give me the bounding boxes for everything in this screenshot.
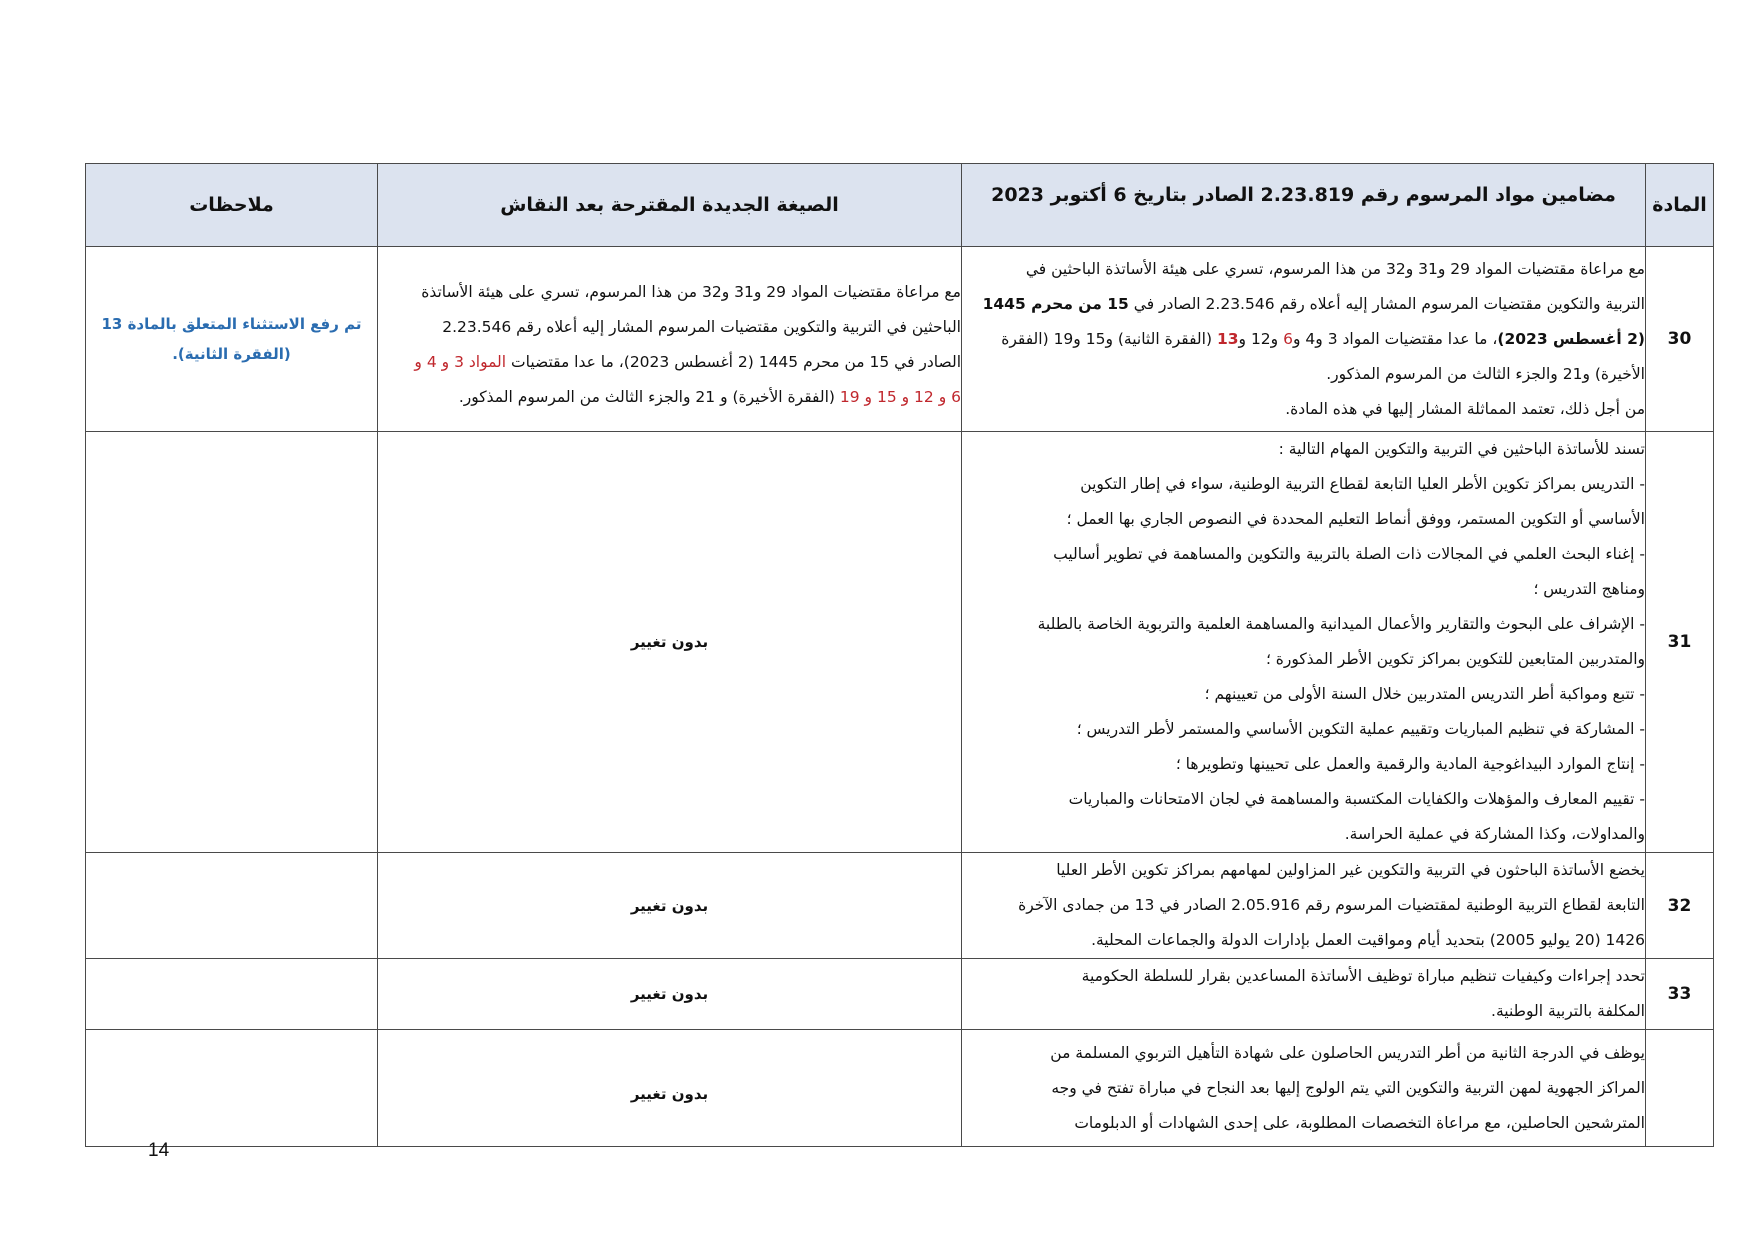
content-line: التابعة لقطاع التربية الوطنية لمقتضيات المرسوم رقم 2.05.916 الصادر في 13 من جمادى الآخرة xyxy=(1018,896,1645,914)
content-line: الأساسي أو التكوين المستمر، ووفق أنماط التعليم المحددة في النصوص الجاري بها العمل ؛ xyxy=(1066,510,1645,528)
content-line: تحدد إجراءات وكيفيات تنظيم مباراة توظيف الأساتذة المساعدين بقرار للسلطة الحكومية xyxy=(1081,967,1645,985)
content-line: - تتبع ومواكبة أطر التدريس المتدربين خلال السنة الأولى من تعيينهم ؛ xyxy=(1204,685,1645,703)
decree-content-cell xyxy=(962,959,1646,1030)
new-wording-line: الباحثين في التربية والتكوين مقتضيات المرسوم المشار إليه أعلاه رقم 2.23.546 xyxy=(442,318,961,336)
table-header-row xyxy=(86,164,1714,247)
highlight-article-6: 6 xyxy=(1283,329,1293,348)
highlight-article-13: 13 xyxy=(1216,329,1239,348)
content-line xyxy=(962,287,1645,322)
notes-cell xyxy=(86,1030,378,1147)
note-line: تم رفع الاستثناء المتعلق بالمادة 13 xyxy=(101,315,362,333)
new-wording-cell: بدون تغيير xyxy=(378,959,962,1030)
highlight-articles: المواد 3 و 4 و xyxy=(414,353,507,371)
note-line: (الفقرة الثانية). xyxy=(172,345,291,363)
content-line: والمداولات، وكذا المشاركة في عملية الحراسة. xyxy=(1344,825,1645,843)
content-line: - إنتاج الموارد البيداغوجية المادية والرقمية والعمل على تحيينها وتطويرها ؛ xyxy=(1175,755,1645,773)
article-number: 32 xyxy=(1646,853,1714,959)
highlight-articles: 6 و 12 و 15 و 19 xyxy=(839,388,961,406)
content-line: المكلفة بالتربية الوطنية. xyxy=(1491,1002,1645,1020)
article-number: 31 xyxy=(1646,432,1714,853)
header-article: المادة xyxy=(1646,164,1714,247)
notes-cell xyxy=(86,432,378,853)
header-notes: ملاحظات xyxy=(86,164,378,247)
header-new-wording: الصيغة الجديدة المقترحة بعد النقاش xyxy=(378,164,962,247)
content-line: - الإشراف على البحوث والتقارير والأعمال الميدانية والمساهمة العلمية والتربوية الخاصة بالطلبة xyxy=(1037,615,1645,633)
content-line: الأخيرة) و21 والجزء الثالث من المرسوم المذكور. xyxy=(1326,364,1645,383)
table-row xyxy=(86,1030,1714,1147)
content-text: و12 و xyxy=(1238,329,1284,348)
content-text: التربية والتكوين مقتضيات المرسوم المشار إليه أعلاه رقم 2.23.546 الصادر في xyxy=(1128,294,1645,313)
content-line: 1426 (20 يوليو 2005) بتحديد أيام ومواقيت العمل بإدارات الدولة والجماعات المحلية. xyxy=(1091,931,1645,949)
content-line: تسند للأساتذة الباحثين في التربية والتكوين المهام التالية : xyxy=(1278,440,1645,458)
header-decree-content xyxy=(962,164,1646,247)
notes-cell xyxy=(86,959,378,1030)
article-number: 30 xyxy=(1646,247,1714,432)
content-line: - إغناء البحث العلمي في المجالات ذات الصلة بالتربية والتكوين والمساهمة في تطوير أساليب xyxy=(1053,545,1645,563)
content-bold-date: (2 أغسطس 2023) xyxy=(1497,329,1645,348)
table-row xyxy=(86,959,1714,1030)
decree-content-cell xyxy=(962,1030,1646,1147)
content-line: والمتدربين المتابعين للتكوين بمراكز تكوين الأطر المذكورة ؛ xyxy=(1265,650,1645,668)
content-line: - التدريس بمراكز تكوين الأطر العليا التابعة لقطاع التربية الوطنية، سواء في إطار التكوين xyxy=(1080,475,1645,493)
content-line: - تقييم المعارف والمؤهلات والكفايات المكتسبة والمساهمة في لجان الامتحانات والمباريات xyxy=(1068,790,1645,808)
content-bold-date: 15 من محرم 1445 xyxy=(982,294,1129,313)
articles-comparison-table xyxy=(85,163,1714,1147)
notes-cell xyxy=(86,247,378,432)
content-line: من أجل ذلك، تعتمد المماثلة المشار إليها في هذه المادة. xyxy=(1285,399,1645,418)
table-row xyxy=(86,853,1714,959)
new-wording-cell xyxy=(378,247,962,432)
content-line: يخضع الأساتذة الباحثون في التربية والتكوين غير المزاولين لمهامهم بمراكز تكوين الأطر العليا xyxy=(1056,861,1645,879)
decree-content-cell xyxy=(962,853,1646,959)
article-number: 33 xyxy=(1646,959,1714,1030)
decree-content-cell xyxy=(962,432,1646,853)
new-wording-text: الصادر في 15 من محرم 1445 (2 أغسطس 2023)، ما عدا مقتضيات xyxy=(506,353,961,371)
new-wording-cell: بدون تغيير xyxy=(378,1030,962,1147)
new-wording-cell: بدون تغيير xyxy=(378,432,962,853)
content-text: (الفقرة الثانية) و15 و19 (الفقرة xyxy=(1001,329,1217,348)
page-number: 14 xyxy=(148,1140,170,1161)
content-line: المراكز الجهوية لمهن التربية والتكوين التي يتم الولوج إليها بعد النجاح في مباراة تفتح في وجه xyxy=(1051,1078,1645,1097)
content-text: ، ما عدا مقتضيات المواد 3 و4 و xyxy=(1292,329,1498,348)
content-line: - المشاركة في تنظيم المباريات وتقييم عملية التكوين الأساسي والمستمر لأطر التدريس ؛ xyxy=(1076,720,1645,738)
new-wording-line xyxy=(378,380,961,415)
article-number xyxy=(1646,1030,1714,1147)
table-row xyxy=(86,432,1714,853)
content-line xyxy=(962,322,1645,357)
content-line: مع مراعاة مقتضيات المواد 29 و31 و32 من هذا المرسوم، تسري على هيئة الأساتذة الباحثين في xyxy=(1025,259,1645,278)
decree-content-cell xyxy=(962,247,1646,432)
new-wording-line xyxy=(378,345,961,380)
new-wording-cell: بدون تغيير xyxy=(378,853,962,959)
content-line: ومناهج التدريس ؛ xyxy=(1533,580,1645,598)
notes-cell xyxy=(86,853,378,959)
new-wording-text: (الفقرة الأخيرة) و 21 والجزء الثالث من المرسوم المذكور. xyxy=(458,388,840,406)
content-line: المترشحين الحاصلين، مع مراعاة التخصصات المطلوبة، على إحدى الشهادات أو الدبلومات xyxy=(1074,1113,1645,1132)
table-row xyxy=(86,247,1714,432)
new-wording-line: مع مراعاة مقتضيات المواد 29 و31 و32 من هذا المرسوم، تسري على هيئة الأساتذة xyxy=(421,283,961,301)
header-decree-content-label: مضامين مواد المرسوم رقم 2.23.819 الصادر بتاريخ 6 أكتوبر 2023 xyxy=(991,184,1616,206)
content-line: يوظف في الدرجة الثانية من أطر التدريس الحاصلون على شهادة التأهيل التربوي المسلمة من xyxy=(1050,1043,1645,1062)
